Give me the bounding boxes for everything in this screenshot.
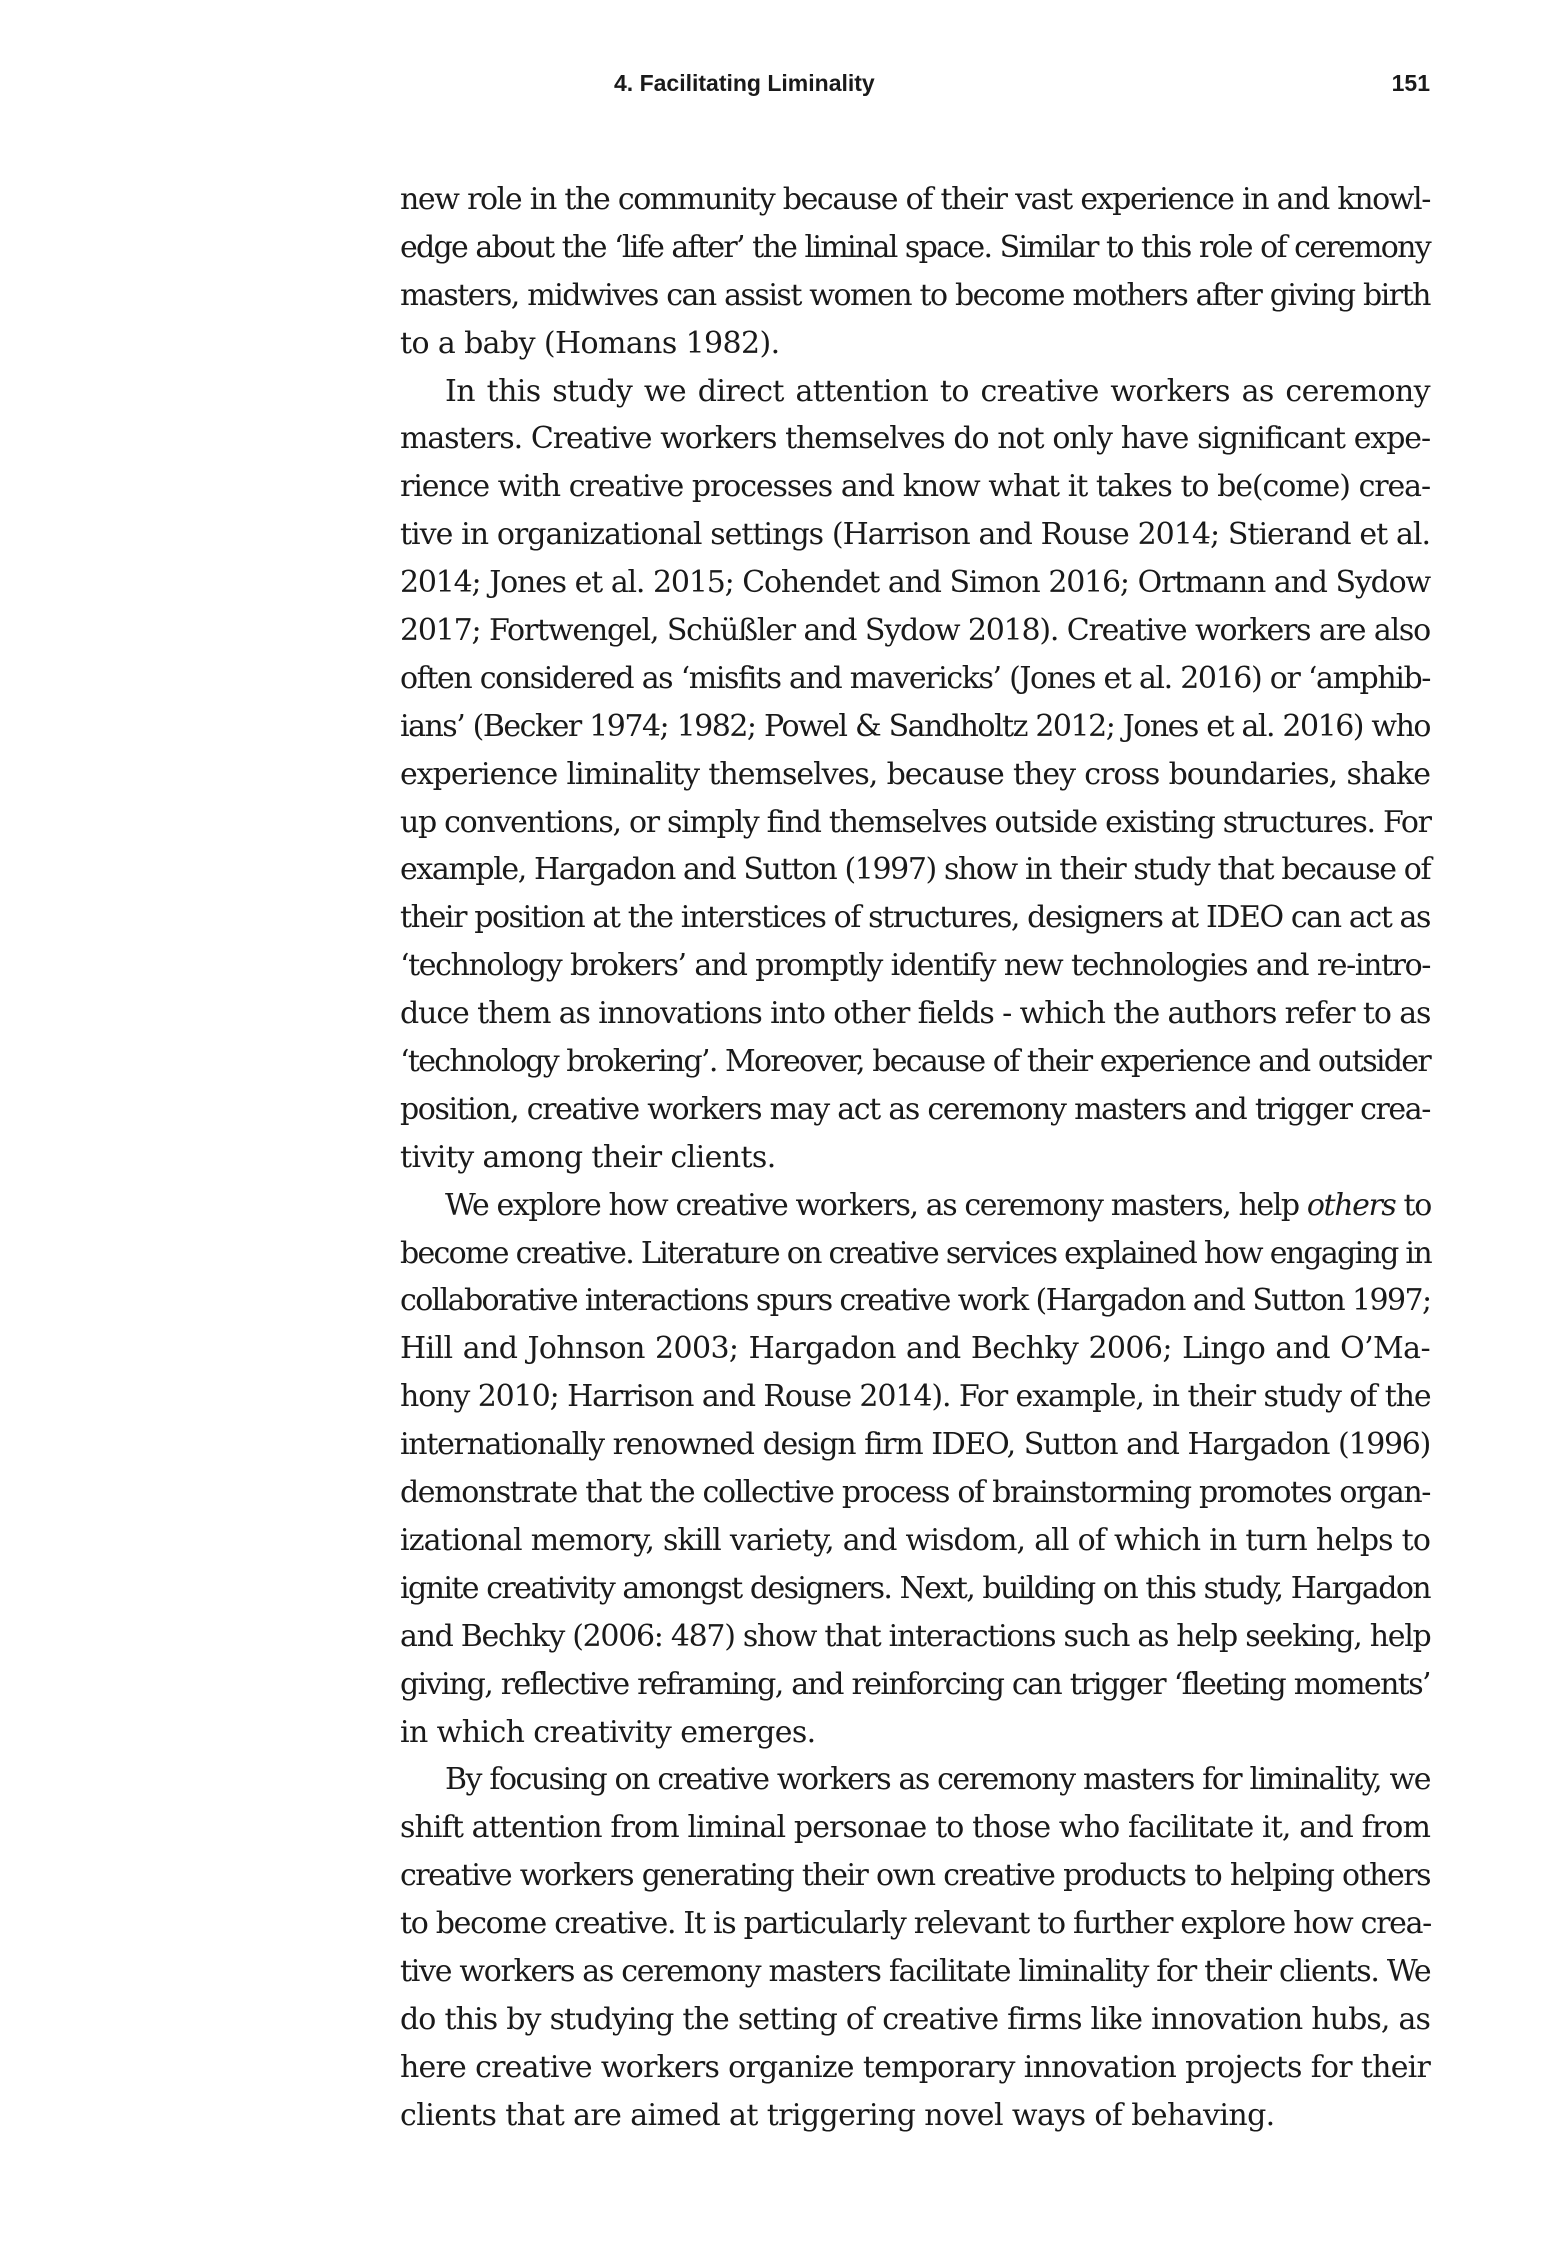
text-line: masters, midwives can assist women to become mothers after giving birth <box>400 277 1430 313</box>
text-line: rience with creative processes and know what it takes to be(come) crea- <box>400 469 1430 505</box>
text-line: do this by studying the setting of creative firms like innovation hubs, as <box>400 2001 1430 2037</box>
paragraph <box>400 176 1430 368</box>
text-line: tivity among their clients. <box>400 1139 776 1175</box>
text-line: shift attention from liminal personae to those who facilitate it, and from <box>400 1810 1430 1846</box>
text-line: ‘technology brokers’ and promptly identify new technologies and re-intro- <box>400 948 1430 984</box>
text-line: clients that are aimed at triggering novel ways of behaving. <box>400 2097 1275 2133</box>
text-line: giving, reflective reframing, and reinforcing can trigger ‘fleeting moments’ <box>400 1666 1430 1702</box>
text-line: izational memory, skill variety, and wisdom, all of which in turn helps to <box>400 1522 1430 1558</box>
chapter-title: 4. Facilitating Liminality <box>614 70 875 96</box>
text-line: position, creative workers may act as ceremony masters and trigger crea- <box>400 1091 1430 1127</box>
text-line: Hill and Johnson 2003; Hargadon and Bechky 2006; Lingo and O’Ma- <box>400 1331 1430 1367</box>
running-head <box>400 70 1430 110</box>
text-line: their position at the interstices of structures, designers at IDEO can act as <box>400 900 1430 936</box>
text-line: example, Hargadon and Sutton (1997) show in their study that because of <box>400 852 1431 888</box>
text-line: ‘technology brokering’. Moreover, because of their experience and outsider <box>400 1044 1430 1080</box>
text-line: 2017; Fortwengel, Schüßler and Sydow 2018). Creative workers are also <box>400 613 1430 649</box>
text-line: and Bechky (2006: 487) show that interactions such as help seeking, help <box>400 1618 1431 1654</box>
paragraph <box>400 1182 1430 1757</box>
text-line: in which creativity emerges. <box>400 1714 816 1750</box>
text-line: up conventions, or simply find themselves outside existing structures. For <box>400 804 1431 840</box>
text-line: ignite creativity amongst designers. Next, building on this study, Hargadon <box>400 1570 1430 1606</box>
text-line: hony 2010; Harrison and Rouse 2014). For example, in their study of the <box>400 1379 1431 1415</box>
text-line: to a baby (Homans 1982). <box>400 325 780 361</box>
text-line: In this study we direct attention to creative workers as ceremony <box>445 373 1430 409</box>
text-line: masters. Creative workers themselves do not only have significant expe- <box>400 421 1430 457</box>
page-number: 151 <box>1391 70 1430 96</box>
text-line: 2014; Jones et al. 2015; Cohendet and Simon 2016; Ortmann and Sydow <box>400 565 1430 601</box>
text-line: By focusing on creative workers as ceremony masters for liminality, we <box>445 1762 1430 1798</box>
text-line: become creative. Literature on creative services explained how engaging in <box>400 1235 1431 1271</box>
body-text <box>400 176 1430 2140</box>
text-line: tive workers as ceremony masters facilitate liminality for their clients. We <box>400 1953 1431 1989</box>
text-line: often considered as ‘misfits and mavericks’ (Jones et al. 2016) or ‘amphib- <box>400 660 1430 696</box>
text-line: new role in the community because of their vast experience in and knowl- <box>400 182 1430 217</box>
text-line: tive in organizational settings (Harrison and Rouse 2014; Stierand et al. <box>400 517 1430 553</box>
text-line: here creative workers organize temporary innovation projects for their <box>400 2049 1430 2085</box>
text-line: creative workers generating their own creative products to helping others <box>400 1858 1430 1894</box>
text-line: demonstrate that the collective process of brainstorming promotes organ- <box>400 1475 1430 1511</box>
text-line: edge about the ‘life after’ the liminal space. Similar to this role of ceremony <box>400 229 1430 265</box>
text-line: to become creative. It is particularly relevant to further explore how crea- <box>400 1906 1431 1942</box>
text-line: collaborative interactions spurs creative work (Hargadon and Sutton 1997; <box>400 1283 1431 1319</box>
text-line: We explore how creative workers, as ceremony masters, help others to <box>445 1187 1431 1223</box>
text-line: experience liminality themselves, because they cross boundaries, shake <box>400 756 1430 792</box>
paragraph <box>400 1756 1430 2139</box>
text-line: duce them as innovations into other fields - which the authors refer to as <box>400 996 1431 1032</box>
text-line: internationally renowned design firm IDEO, Sutton and Hargadon (1996) <box>400 1427 1430 1463</box>
paragraph <box>400 368 1430 1182</box>
text-line: ians’ (Becker 1974; 1982; Powel & Sandholtz 2012; Jones et al. 2016) who <box>400 708 1430 744</box>
